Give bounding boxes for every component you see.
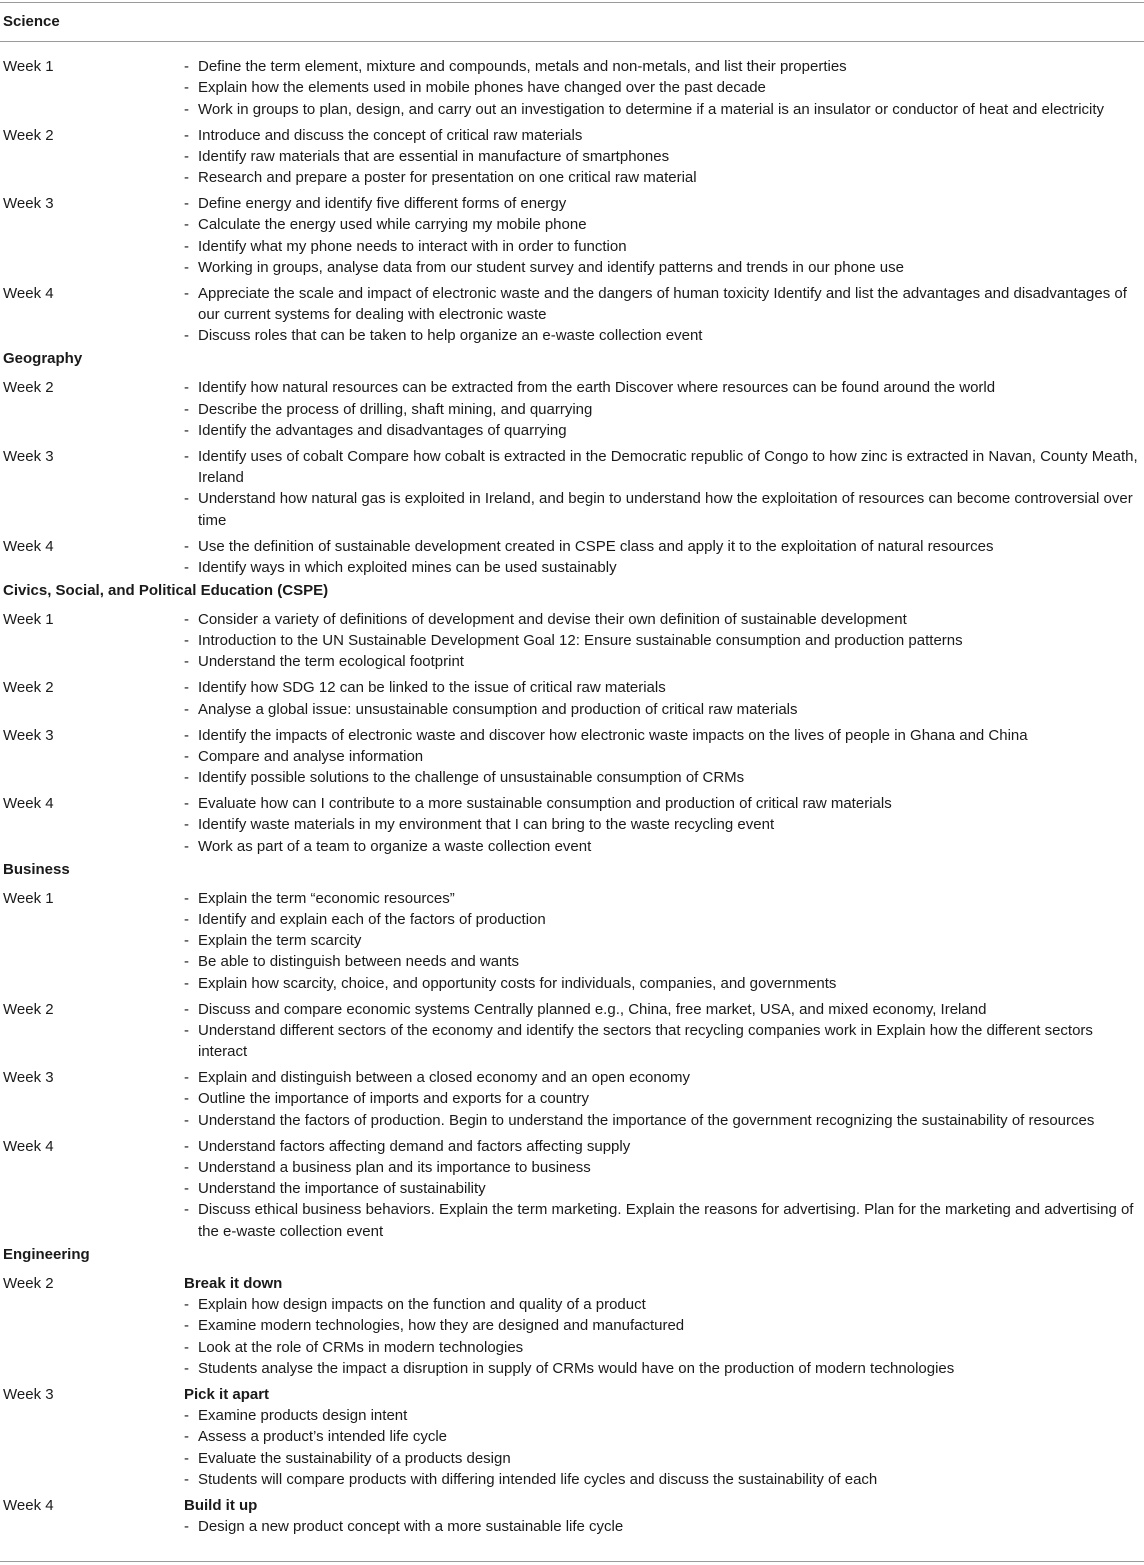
bullet-dash: - <box>184 795 189 812</box>
bullet-dash: - <box>184 1338 189 1356</box>
bullet-dash: - <box>184 1111 189 1129</box>
bullet-dash: - <box>184 837 189 855</box>
bullet-dash: - <box>184 1137 189 1155</box>
list-item <box>184 888 1144 909</box>
list-item <box>184 767 1144 788</box>
list-item-text: Examine products design intent <box>198 1407 408 1425</box>
list-item <box>184 214 1144 235</box>
week-label: Week 1 <box>3 610 54 628</box>
list-item-text: Understand the factors of production. Begin to understand the importance of the government recognizing the sustainability of resources <box>198 1111 1095 1129</box>
list-item <box>184 167 1144 188</box>
list-item <box>184 325 1144 346</box>
list-item-text: Look at the role of CRMs in modern technologies <box>198 1338 524 1356</box>
row-items <box>184 125 1144 189</box>
list-item <box>184 420 1144 441</box>
list-item <box>184 725 1144 746</box>
bullet-dash: - <box>184 1201 189 1219</box>
week-label: Week 3 <box>3 195 54 212</box>
bullet-dash: - <box>184 79 189 97</box>
row-items <box>184 1384 1144 1490</box>
section-title: Business <box>3 860 70 878</box>
bullet-dash: - <box>184 769 189 787</box>
row-items <box>184 1273 1144 1379</box>
list-item-text: Compare and analyse information <box>198 747 424 765</box>
row-items <box>184 609 1144 673</box>
row-items <box>184 1495 1144 1538</box>
bullet-dash: - <box>184 258 189 276</box>
list-item <box>184 999 1144 1020</box>
bullet-dash: - <box>184 1428 189 1446</box>
week-label: Week 1 <box>3 58 54 75</box>
bullet-dash: - <box>184 447 189 465</box>
list-item <box>184 146 1144 167</box>
list-item-text: Understand a business plan and its importance to business <box>198 1158 591 1176</box>
bullet-dash: - <box>184 889 189 907</box>
list-item-text: Use the definition of sustainable development created in CSPE class and apply it to the exploitation of natural resources <box>198 537 994 555</box>
row-items <box>184 725 1144 789</box>
list-item <box>184 746 1144 767</box>
list-item <box>184 909 1144 930</box>
list-item-text: Identify possible solutions to the challenge of unsustainable consumption of CRMs <box>198 769 745 787</box>
list-item <box>184 1088 1144 1109</box>
list-item <box>184 1405 1144 1426</box>
list-item-text: Explain the term “economic resources” <box>198 889 455 907</box>
list-item-text: Discuss and compare economic systems Centrally planned e.g., China, free market, USA, and mixed economy, Ireland <box>198 1000 987 1018</box>
table-bottom-rule <box>0 1561 1144 1562</box>
list-item-text: Define energy and identify five different forms of energy <box>198 195 567 212</box>
bullet-dash: - <box>184 816 189 834</box>
bullet-dash: - <box>184 1449 189 1467</box>
bullet-dash: - <box>184 147 189 165</box>
list-item <box>184 488 1144 531</box>
list-item-text: Understand the term ecological footprint <box>198 653 464 671</box>
row-items <box>184 793 1144 857</box>
row-subheading: Pick it apart <box>184 1385 270 1403</box>
bullet-dash: - <box>184 1407 189 1425</box>
bullet-dash: - <box>184 327 189 345</box>
row-items <box>184 888 1144 994</box>
bullet-dash: - <box>184 1090 189 1108</box>
table-header-science: Science <box>3 13 60 30</box>
bullet-dash: - <box>184 537 189 555</box>
list-item <box>184 930 1144 951</box>
list-item-text: Research and prepare a poster for presentation on one critical raw material <box>198 169 697 187</box>
week-label: Week 2 <box>3 379 54 397</box>
week-label: Week 4 <box>3 1496 54 1514</box>
bullet-dash: - <box>184 726 189 744</box>
row-items <box>184 1136 1144 1242</box>
bullet-dash: - <box>184 490 189 508</box>
list-item <box>184 1294 1144 1315</box>
list-item-text: Describe the process of drilling, shaft mining, and quarrying <box>198 400 593 418</box>
list-item-text: Understand how natural gas is exploited in Ireland, and begin to understand how the exploitation of resources can become controversial over time <box>198 490 1133 529</box>
row-subheading: Break it down <box>184 1274 283 1292</box>
row-items <box>184 536 1144 579</box>
bullet-dash: - <box>184 700 189 718</box>
list-item <box>184 1426 1144 1447</box>
week-label: Week 3 <box>3 726 54 744</box>
list-item-text: Examine modern technologies, how they are designed and manufactured <box>198 1317 685 1335</box>
table-header-rule <box>0 41 1144 42</box>
list-item <box>184 836 1144 857</box>
list-item <box>184 1315 1144 1336</box>
row-items <box>184 446 1144 531</box>
list-item <box>184 1157 1144 1178</box>
list-item-text: Evaluate the sustainability of a products design <box>198 1449 511 1467</box>
list-item <box>184 1067 1144 1088</box>
list-item <box>184 1448 1144 1469</box>
list-item-text: Introduce and discuss the concept of critical raw materials <box>198 126 583 144</box>
list-item <box>184 1516 1144 1537</box>
list-item <box>184 399 1144 420</box>
bullet-dash: - <box>184 653 189 671</box>
list-item-text: Explain how scarcity, choice, and opportunity costs for individuals, companies, and governments <box>198 974 837 992</box>
list-item-text: Identify waste materials in my environment that I can bring to the waste recycling event <box>198 816 775 834</box>
list-item <box>184 951 1144 972</box>
list-item <box>184 699 1144 720</box>
week-label: Week 3 <box>3 447 54 465</box>
week-label: Week 4 <box>3 795 54 812</box>
bullet-dash: - <box>184 1470 189 1488</box>
bullet-dash: - <box>184 1158 189 1176</box>
list-item <box>184 257 1144 278</box>
list-item <box>184 446 1144 489</box>
row-items <box>184 283 1144 347</box>
bullet-dash: - <box>184 195 189 212</box>
list-item-text: Explain how design impacts on the function and quality of a product <box>198 1295 646 1313</box>
list-item <box>184 1178 1144 1199</box>
list-item-text: Discuss roles that can be taken to help organize an e-waste collection event <box>198 327 703 345</box>
bullet-dash: - <box>184 747 189 765</box>
week-label: Week 3 <box>3 1385 54 1403</box>
list-item-text: Consider a variety of definitions of development and devise their own definition of sustainable development <box>198 610 907 628</box>
list-item-text: Work as part of a team to organize a waste collection event <box>198 837 592 855</box>
bullet-dash: - <box>184 58 189 75</box>
list-item-text: Design a new product concept with a more sustainable life cycle <box>198 1518 624 1536</box>
bullet-dash: - <box>184 400 189 418</box>
list-item-text: Identify how natural resources can be extracted from the earth Discover where resources can be found around the world <box>198 379 996 397</box>
list-item <box>184 1110 1144 1131</box>
list-item <box>184 973 1144 994</box>
list-item <box>184 77 1144 98</box>
bullet-dash: - <box>184 1000 189 1018</box>
row-items <box>184 377 1144 441</box>
week-label: Week 2 <box>3 679 54 697</box>
list-item <box>184 1337 1144 1358</box>
list-item-text: Evaluate how can I contribute to a more sustainable consumption and production of critical raw materials <box>198 795 892 812</box>
bullet-dash: - <box>184 284 189 302</box>
bullet-dash: - <box>184 910 189 928</box>
list-item <box>184 536 1144 557</box>
list-item-text: Identify ways in which exploited mines can be used sustainably <box>198 558 617 576</box>
list-item <box>184 193 1144 214</box>
list-item <box>184 1199 1144 1242</box>
week-label: Week 2 <box>3 1000 54 1018</box>
list-item-text: Explain the term scarcity <box>198 932 362 950</box>
bullet-dash: - <box>184 1295 189 1313</box>
week-label: Week 4 <box>3 1137 54 1155</box>
list-item <box>184 814 1144 835</box>
bullet-dash: - <box>184 421 189 439</box>
list-item <box>184 125 1144 146</box>
list-item-text: Understand different sectors of the economy and identify the sectors that recycling companies work in Explain how the different sectors interact <box>198 1021 1093 1061</box>
row-items <box>184 193 1144 278</box>
section-title: Engineering <box>3 1245 90 1263</box>
list-item-text: Work in groups to plan, design, and carry out an investigation to determine if a material is an insulator or conductor of heat and electricity <box>198 100 1105 118</box>
section-title: Civics, Social, and Political Education (CSPE) <box>3 581 329 599</box>
list-item-text: Outline the importance of imports and exports for a country <box>198 1090 590 1108</box>
list-item-text: Identify raw materials that are essential in manufacture of smartphones <box>198 147 670 165</box>
list-item-text: Identify the advantages and disadvantages of quarrying <box>198 421 567 439</box>
list-item <box>184 99 1144 120</box>
week-label: Week 2 <box>3 1274 54 1292</box>
list-item-text: Assess a product’s intended life cycle <box>198 1428 448 1446</box>
row-items <box>184 1067 1144 1131</box>
section-title: Geography <box>3 350 83 368</box>
row-items <box>184 999 1144 1063</box>
list-item <box>184 651 1144 672</box>
bullet-dash: - <box>184 932 189 950</box>
week-label: Week 2 <box>3 126 54 144</box>
bullet-dash: - <box>184 558 189 576</box>
list-item-text: Understand the importance of sustainability <box>198 1180 486 1198</box>
row-items <box>184 56 1144 120</box>
list-item <box>184 1136 1144 1157</box>
bullet-dash: - <box>184 679 189 697</box>
list-item <box>184 236 1144 257</box>
list-item-text: Identify what my phone needs to interact with in order to function <box>198 237 627 255</box>
week-label: Week 3 <box>3 1069 54 1087</box>
list-item-text: Identify uses of cobalt Compare how cobalt is extracted in the Democratic republic of Congo to how zinc is extracted in Navan, County Meath, Ireland <box>198 447 1138 487</box>
bullet-dash: - <box>184 1180 189 1198</box>
list-item-text: Students analyse the impact a disruption in supply of CRMs would have on the production of modern technologies <box>198 1359 955 1377</box>
bullet-dash: - <box>184 126 189 144</box>
bullet-dash: - <box>184 379 189 397</box>
bullet-dash: - <box>184 1518 189 1536</box>
bullet-dash: - <box>184 974 189 992</box>
bullet-dash: - <box>184 169 189 187</box>
list-item <box>184 56 1144 77</box>
list-item <box>184 283 1144 326</box>
list-item-text: Be able to distinguish between needs and wants <box>198 953 520 971</box>
list-item-text: Identify how SDG 12 can be linked to the issue of critical raw materials <box>198 679 666 697</box>
list-item-text: Identify and explain each of the factors of production <box>198 910 546 928</box>
list-item-text: Working in groups, analyse data from our student survey and identify patterns and trends in our phone use <box>198 258 904 276</box>
list-item <box>184 793 1144 814</box>
list-item-text: Identify the impacts of electronic waste and discover how electronic waste impacts on the lives of people in Ghana and China <box>198 726 1028 744</box>
week-label: Week 1 <box>3 889 54 907</box>
list-item <box>184 377 1144 398</box>
table-top-rule <box>0 2 1144 3</box>
list-item-text: Students will compare products with differing intended life cycles and discuss the sustainability of each <box>198 1470 878 1488</box>
row-subheading: Build it up <box>184 1496 258 1514</box>
list-item-text: Define the term element, mixture and compounds, metals and non-metals, and list their properties <box>198 58 847 75</box>
list-item-text: Understand factors affecting demand and factors affecting supply <box>198 1137 631 1155</box>
week-label: Week 4 <box>3 284 54 302</box>
bullet-dash: - <box>184 216 189 234</box>
list-item <box>184 1358 1144 1379</box>
list-item-text: Analyse a global issue: unsustainable consumption and production of critical raw materials <box>198 700 798 718</box>
bullet-dash: - <box>184 1317 189 1335</box>
list-item <box>184 1469 1144 1490</box>
list-item <box>184 1020 1144 1063</box>
list-item-text: Explain how the elements used in mobile phones have changed over the past decade <box>198 79 766 97</box>
bullet-dash: - <box>184 1359 189 1377</box>
row-items <box>184 677 1144 720</box>
list-item <box>184 557 1144 578</box>
bullet-dash: - <box>184 632 189 650</box>
list-item-text: Introduction to the UN Sustainable Development Goal 12: Ensure sustainable consumption and production patterns <box>198 632 963 650</box>
list-item-text: Discuss ethical business behaviors. Explain the term marketing. Explain the reasons for advertising. Plan for the marketing and advertising of the e-waste collection event <box>198 1201 1134 1240</box>
bullet-dash: - <box>184 610 189 628</box>
list-item <box>184 677 1144 698</box>
bullet-dash: - <box>184 953 189 971</box>
list-item-text: Explain and distinguish between a closed economy and an open economy <box>198 1069 690 1087</box>
list-item <box>184 609 1144 630</box>
bullet-dash: - <box>184 100 189 118</box>
bullet-dash: - <box>184 1069 189 1087</box>
bullet-dash: - <box>184 237 189 255</box>
list-item-text: Calculate the energy used while carrying my mobile phone <box>198 216 587 234</box>
list-item <box>184 630 1144 651</box>
week-label: Week 4 <box>3 537 54 555</box>
bullet-dash: - <box>184 1021 189 1039</box>
list-item-text: Appreciate the scale and impact of electronic waste and the dangers of human toxicity Identify and list the advantages and disadvantages of our current systems for dealing with electronic waste <box>198 284 1127 324</box>
